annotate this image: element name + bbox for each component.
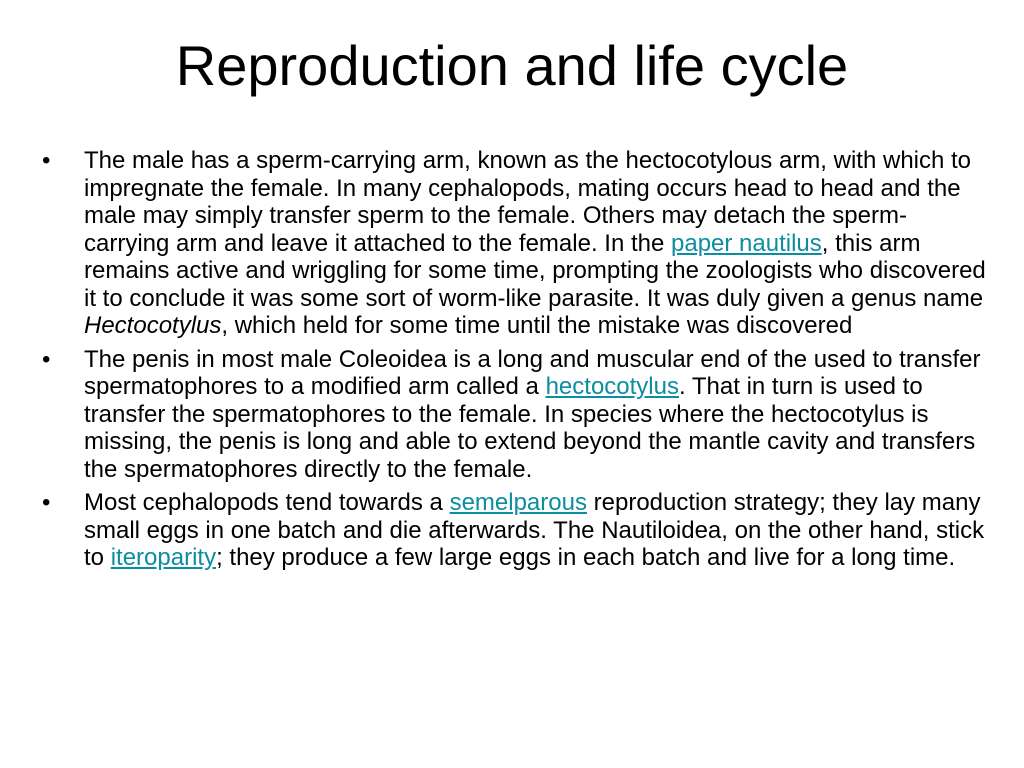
bullet-item-male-arm bbox=[42, 147, 992, 340]
bullet-item-reproduction-strategy bbox=[42, 489, 992, 572]
semelparous-link[interactable]: semelparous bbox=[449, 489, 587, 516]
hectocotylus-link[interactable]: hectocotylus bbox=[545, 373, 679, 400]
bullet-text: Most cephalopods tend towards a bbox=[84, 489, 450, 516]
paper-nautilus-link[interactable]: paper nautilus bbox=[671, 229, 822, 257]
bullet-text: . That in turn is used to transfer the spermatophores to the female. In species where the hectocotylus is missing, the penis is long and able to extend beyond the mantle cavity and transfers the spermatophores directly to the female. bbox=[84, 373, 976, 483]
bullet-marker: • bbox=[42, 147, 51, 174]
genus-name-italic: Hectocotylus bbox=[84, 312, 222, 339]
bullet-marker: • bbox=[42, 345, 51, 373]
bullet-text: The male has a sperm-carrying arm, known as the hectocotylous arm, with which to impregnate the female. In many cephalopods, mating occurs head to head and the male may simply transfer sperm to the female. Others may detach the sperm-carrying arm and leave it attached to the female. In the bbox=[84, 147, 972, 257]
bullet-marker: • bbox=[42, 489, 51, 516]
bullet-text: , which held for some time until the mistake was discovered bbox=[221, 312, 853, 339]
bullet-text: reproduction strategy; they lay many small eggs in one batch and die afterwards. The Nautiloidea, on the other hand, stick to bbox=[84, 489, 985, 571]
bullet-text: The penis in most male Coleoidea is a long and muscular end of the used to transfer spermatophores to a modified arm called a bbox=[84, 345, 981, 400]
slide-title: Reproduction and life cycle bbox=[175, 34, 849, 97]
bullet-list bbox=[42, 147, 992, 578]
bullet-text: , this arm remains active and wriggling for some time, prompting the zoologists who discovered it to conclude it was some sort of worm-like parasite. It was duly given a genus name bbox=[84, 229, 986, 312]
bullet-text: ; they produce a few large eggs in each batch and live for a long time. bbox=[216, 544, 956, 571]
bullet-item-penis bbox=[42, 346, 992, 484]
iteroparity-link[interactable]: iteroparity bbox=[110, 544, 217, 571]
